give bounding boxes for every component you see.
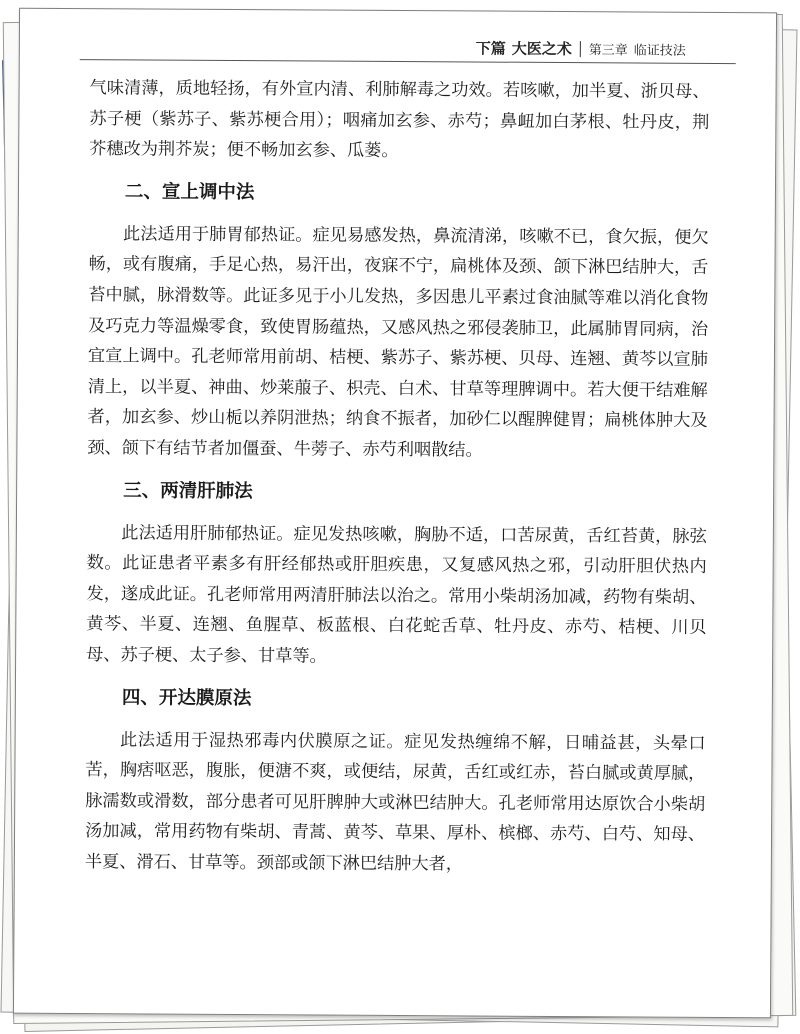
header-separator	[580, 41, 581, 57]
section-heading: 四、开达膜原法	[121, 686, 252, 709]
paragraph: 此法适用于肺胃郁热证。症见易感发热，鼻流清涕，咳嗽不已，食欠振，便欠畅，或有腹痛，手足心热，易汗出，夜寐不宁，扁桃体及颈、颌下淋巴结肿大，舌苔中腻，脉滑数等。此证多见于小儿发热，多因患儿平素过食油腻等难以消化食物及巧克力等温燥零食，致使胃肠蕴热，又感风热之邪侵袭肺卫，此属肺胃同病，治宜宣上调中。孔老师常用前胡、桔梗、紫苏子、紫苏梗、贝母、连翘、黄芩以宣肺清上，以半夏、神曲、炒莱菔子、枳壳、白术、甘草等理脾调中。若大便干结难解者，加玄参、炒山栀以养阴泄热；纳食不振者，加砂仁以醒脾健胃；扁桃体肿大及颈、颌下有结节者加僵蚕、牛蒡子、赤芍利咽散结。	[87, 224, 709, 461]
paragraph: 气味清薄，质地轻扬，有外宣内清、利肺解毒之功效。若咳嗽，加半夏、浙贝母、苏子梗（紫苏子、紫苏梗合用）；咽痛加玄参、赤芍；鼻衄加白茅根、牡丹皮，荆芥穗改为荆芥炭；便不畅加玄参、瓜蒌。	[89, 78, 710, 162]
paragraph: 此法适用于湿热邪毒内伏膜原之证。症见发热缠绵不解，日晡益甚，头晕口苦，胸痞呕恶，腹胀，便溏不爽，或便结，尿黄，舌红或红赤，苔白腻或黄厚腻，脉濡数或滑数，部分患者可见肝脾肿大或淋巴结肿大。孔老师常用达原饮合小柴胡汤加减，常用药物有柴胡、青蒿、黄芩、草果、厚朴、槟榔、赤芍、白芍、知母、半夏、滑石、甘草等。颈部或颌下淋巴结肿大者，	[84, 729, 706, 875]
header-section: 临证技法	[633, 43, 686, 59]
section-heading: 二、宣上调中法	[124, 181, 255, 203]
header-chapter: 第三章	[588, 43, 628, 59]
header-rule	[80, 59, 736, 64]
header-part: 下篇	[475, 39, 506, 58]
running-header	[476, 37, 686, 59]
header-book-title: 大医之术	[511, 39, 572, 59]
paragraph: 此法适用肝肺郁热证。症见发热咳嗽，胸胁不适，口苦尿黄，舌红苔黄，脉弦数。此证患者平素多有肝经郁热或肝胆疾患，又复感风热之邪，引动肝胆伏热内发，遂成此证。孔老师常用两清肝肺法以治之。常用小柴胡汤加减，药物有柴胡、黄芩、半夏、连翘、鱼腥草、板蓝根、白花蛇舌草、牡丹皮、赤芍、桔梗、川贝母、苏子梗、太子参、甘草等。	[86, 522, 707, 667]
book-page	[13, 8, 777, 1019]
section-heading: 三、两清肝肺法	[123, 479, 253, 502]
page-body	[85, 73, 710, 881]
